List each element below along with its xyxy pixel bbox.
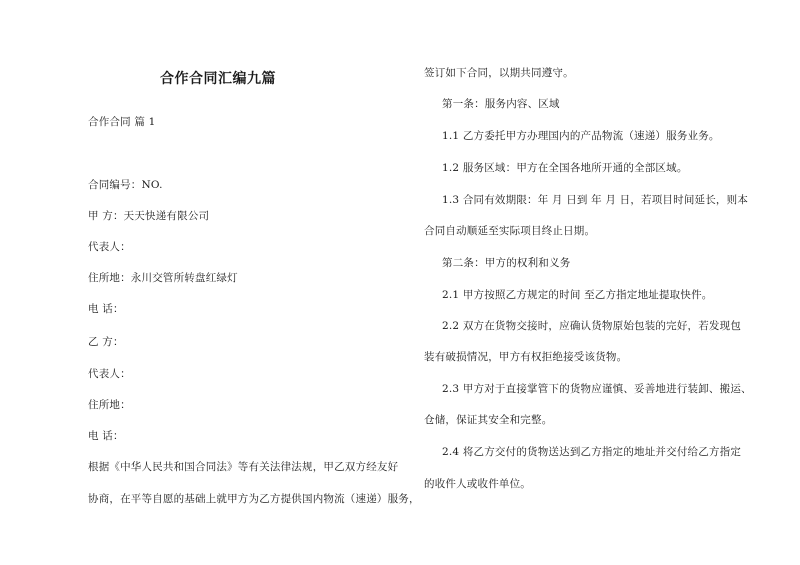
intro-line-2: 协商，在平等自愿的基础上就甲方为乙方提供国内物流（速递）服务， [88, 493, 420, 505]
clause-2-3-line-2: 仓储，保证其安全和完整。 [424, 414, 553, 426]
clause-1-1: 1.1 乙方委托甲方办理国内的产品物流（速递）服务业务。 [442, 130, 720, 142]
party-b-representative: 代表人： [88, 368, 131, 380]
party-a-phone: 电 话： [88, 303, 124, 315]
left-column [88, 0, 420, 565]
clause-2-3-line-1: 2.3 甲方对于直接掌管下的货物应谨慎、妥善地进行装卸、搬运、 [442, 383, 752, 395]
party-a: 甲 方：天天快递有限公司 [88, 210, 210, 222]
right-column [424, 0, 759, 565]
clause-2-2-line-2: 装有破损情况，甲方有权拒绝接受该货物。 [424, 351, 628, 363]
contract-heading: 合作合同 篇 1 [88, 116, 156, 128]
article-2-title: 第二条：甲方的权利和义务 [442, 257, 571, 269]
clause-2-4-line-1: 2.4 将乙方交付的货物送达到乙方指定的地址并交付给乙方指定 [442, 446, 742, 458]
document-title: 合作合同汇编九篇 [160, 71, 276, 87]
party-a-address: 住所地：永川交管所转盘红绿灯 [88, 272, 238, 284]
clause-1-3-line-1: 1.3 合同有效期限：年 月 日到 年 月 日，若项目时间延长，则本 [442, 194, 749, 206]
clause-2-4-line-2: 的收件人或收件单位。 [424, 478, 531, 490]
article-1-title: 第一条：服务内容、区域 [442, 98, 560, 110]
intro-line-3: 签订如下合同，以期共同遵守。 [424, 67, 574, 79]
clause-1-2: 1.2 服务区域：甲方在全国各地所开通的全部区域。 [442, 162, 688, 174]
party-b-address: 住所地： [88, 399, 131, 411]
party-b-phone: 电 话： [88, 430, 124, 442]
clause-2-2-line-1: 2.2 双方在货物交接时，应确认货物原始包装的完好，若发现包 [442, 320, 742, 332]
contract-number: 合同编号：NO. [88, 179, 163, 191]
clause-2-1: 2.1 甲方按照乙方规定的时间 至乙方指定地址提取快件。 [442, 289, 713, 301]
intro-line-1: 根据《中华人民共和国合同法》等有关法律法规，甲乙双方经友好 [88, 461, 399, 473]
party-a-representative: 代表人： [88, 241, 131, 253]
clause-1-3-line-2: 合同自动顺延至实际项目终止日期。 [424, 225, 596, 237]
party-b: 乙 方： [88, 336, 124, 348]
